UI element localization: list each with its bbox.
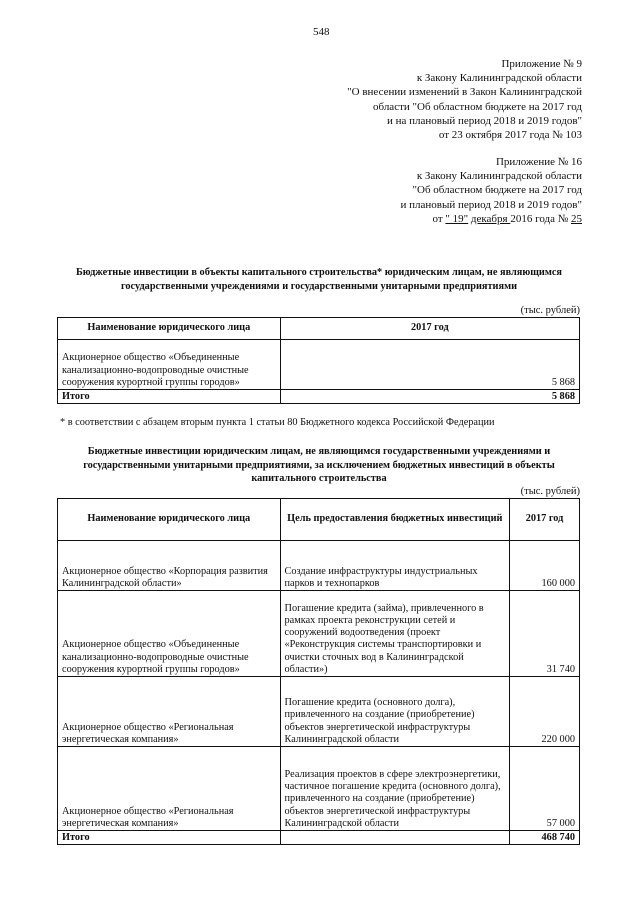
row-value: 31 740	[510, 591, 580, 677]
section-2-title: Бюджетные инвестиции юридическим лицам, не являющимся государственными учреждениями и государственными унитарными предприятиями, за исключением бюджетных инвестиций в объекты капитального строительства	[83, 446, 555, 484]
total-label: Итого	[58, 390, 281, 404]
annex-9-line: области "Об областном бюджете на 2017 год	[373, 100, 582, 113]
footnote: * в соответствии с абзацем вторым пункта 1 статьи 80 Бюджетного кодекса Российской Федерации	[60, 417, 495, 428]
total-row	[58, 831, 580, 845]
row-value: 220 000	[510, 677, 580, 747]
table-row	[58, 340, 580, 390]
annex-9-line: Приложение № 9	[501, 58, 582, 70]
annex-16-line: "Об областном бюджете на 2017 год	[412, 184, 582, 197]
total-label: Итого	[58, 831, 281, 845]
table-row	[58, 747, 580, 831]
table-header-row	[58, 499, 580, 541]
row-purpose: Создание инфраструктуры индустриальных парков и технопарков	[280, 541, 510, 591]
header-purpose: Цель предоставления бюджетных инвестиций	[280, 499, 510, 541]
annex-16-line: к Закону Калининградской области	[416, 170, 582, 183]
annex-9-line: "О внесении изменений в Закон Калининградской	[347, 86, 582, 99]
total-empty-cell	[280, 831, 510, 845]
row-name: Акционерное общество «Региональная энергетическая компания»	[58, 677, 281, 747]
date-year: 2016 года №	[510, 212, 569, 225]
annex-16-date-line	[400, 212, 582, 226]
row-name: Акционерное общество «Корпорация развития Калининградской области»	[58, 541, 281, 591]
annex-16-header	[400, 155, 582, 226]
section-2-unit: (тыс. рублей)	[520, 486, 580, 497]
row-value: 160 000	[510, 541, 580, 591]
header-year: 2017 год	[510, 499, 580, 541]
total-value: 468 740	[510, 831, 580, 845]
section-1-unit: (тыс. рублей)	[520, 305, 580, 316]
table-row	[58, 591, 580, 677]
total-value: 5 868	[280, 390, 579, 404]
annex-9-line: и на плановый период 2018 и 2019 годов"	[386, 114, 582, 127]
date-prefix: от	[432, 212, 443, 225]
row-value: 57 000	[510, 747, 580, 831]
annex-16-line: и плановый период 2018 и 2019 годов"	[400, 198, 582, 211]
row-purpose: Реализация проектов в сфере электроэнергетики, частичное погашение кредита (основного долга), привлеченного на создание (приобретение) объектов энергетической инфраструктуры Калининградской области	[280, 747, 510, 831]
header-name: Наименование юридического лица	[58, 318, 281, 340]
annex-9-header	[347, 57, 582, 142]
table-row	[58, 677, 580, 747]
section-1-title: Бюджетные инвестиции в объекты капитального строительства* юридическим лицам, не являющимся государственными учреждениями и государственными унитарными предприятиями	[76, 267, 562, 292]
annex-9-line: от 23 октября 2017 года № 103	[438, 129, 582, 142]
row-name: Акционерное общество «Объединенные канализационно-водопроводные очистные сооружения курортной группы городов»	[58, 340, 281, 390]
row-name: Акционерное общество «Объединенные канализационно-водопроводные очистные сооружения курортной группы городов»	[58, 591, 281, 677]
date-number: 25	[571, 212, 582, 225]
page-number: 548	[313, 26, 330, 38]
section-2-table	[57, 498, 580, 845]
total-row	[58, 390, 580, 404]
annex-9-line: к Закону Калининградской области	[416, 72, 582, 85]
row-purpose: Погашение кредита (займа), привлеченного в рамках проекта реконструкции сетей и сооружений водоотведения (проект «Реконструкция системы транспортировки и очистки сточных вод в Калининградской области»)	[280, 591, 510, 677]
annex-16-line: Приложение № 16	[495, 156, 582, 168]
row-value: 5 868	[280, 340, 579, 390]
table-row	[58, 541, 580, 591]
row-purpose: Погашение кредита (основного долга), привлеченного на создание (приобретение) объектов энергетической инфраструктуры Калининградской области	[280, 677, 510, 747]
date-month: декабря	[470, 212, 511, 225]
section-1-table	[57, 317, 580, 404]
row-name: Акционерное общество «Региональная энергетическая компания»	[58, 747, 281, 831]
date-day: " 19"	[445, 212, 469, 225]
header-name: Наименование юридического лица	[58, 499, 281, 541]
table-header-row	[58, 318, 580, 340]
header-year: 2017 год	[280, 318, 579, 340]
